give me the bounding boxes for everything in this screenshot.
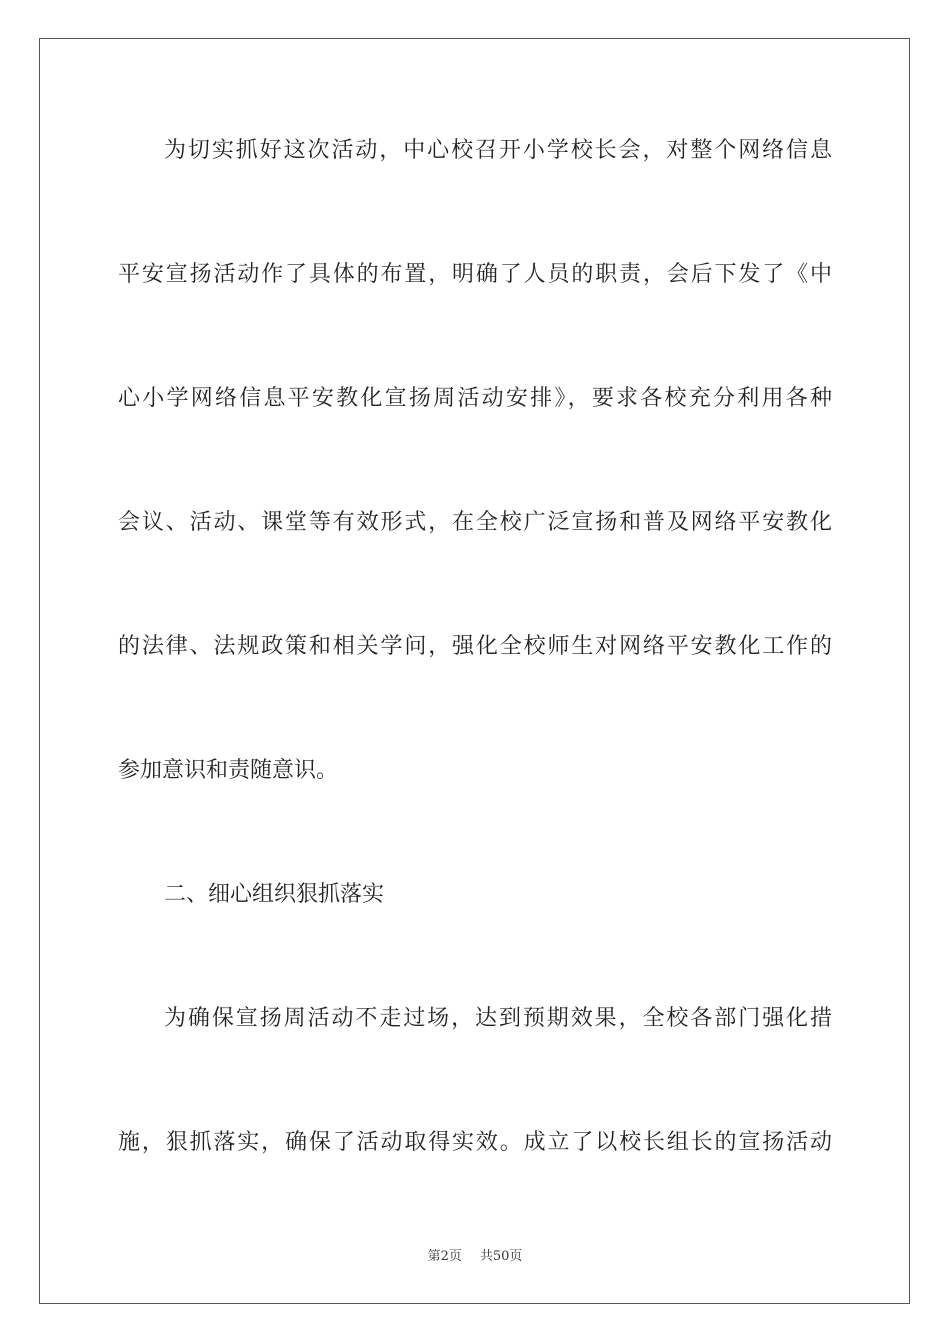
page-border xyxy=(39,38,910,1304)
paragraph-line-3: 心小学网络信息平安教化宣扬周活动安排》，要求各校充分利用各种 xyxy=(118,386,832,411)
paragraph-line-1: 为切实抓好这次活动，中心校召开小学校长会，对整个网络信息 xyxy=(164,138,832,163)
paragraph-line-4: 会议、活动、课堂等有效形式，在全校广泛宣扬和普及网络平安教化 xyxy=(118,510,832,535)
paragraph-line-6: 参加意识和责随意识。 xyxy=(118,758,339,783)
paragraph-line-7: 为确保宣扬周活动不走过场，达到预期效果，全校各部门强化措 xyxy=(164,1006,832,1031)
page-number-total: 共50页 xyxy=(479,1249,523,1264)
paragraph-line-2: 平安宣扬活动作了具体的布置，明确了人员的职责，会后下发了《中 xyxy=(118,262,832,287)
page-footer xyxy=(0,1248,950,1266)
page-number-current: 第2页 xyxy=(427,1249,462,1264)
section-heading: 二、细心组织狠抓落实 xyxy=(164,882,385,907)
paragraph-line-8: 施，狠抓落实，确保了活动取得实效。成立了以校长组长的宣扬活动 xyxy=(118,1130,832,1155)
paragraph-line-5: 的法律、法规政策和相关学问，强化全校师生对网络平安教化工作的 xyxy=(118,634,832,659)
